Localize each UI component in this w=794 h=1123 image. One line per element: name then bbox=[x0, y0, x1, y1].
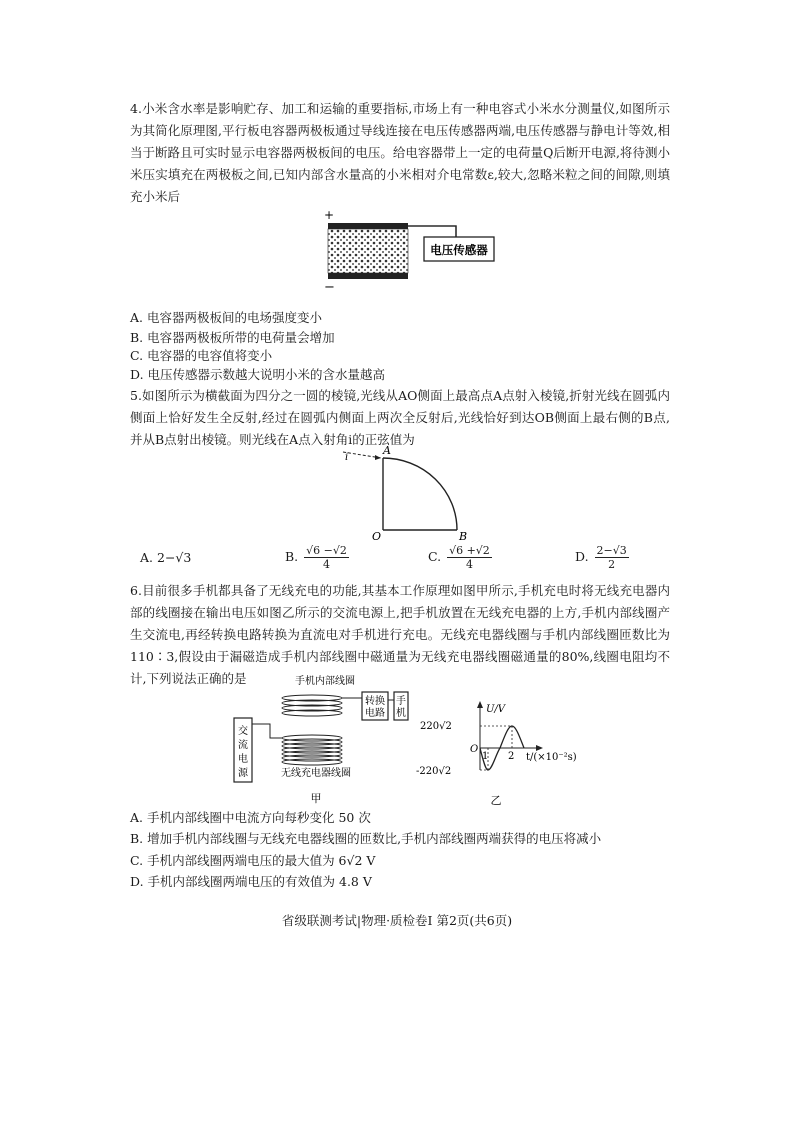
prism-figure bbox=[335, 444, 485, 544]
rice-fill bbox=[328, 229, 408, 273]
page-footer: 省级联测考试|物理·质检卷Ⅰ 第2页(共6页) bbox=[281, 913, 513, 928]
x-axis-label: t/(×10⁻²s) bbox=[526, 752, 577, 763]
ac-label-1: 交 bbox=[238, 726, 248, 737]
point-b-label: B bbox=[459, 530, 468, 543]
q5-option-c[interactable]: C. $\frac{√6 +√2}{4}$ bbox=[428, 544, 490, 571]
phone-coil bbox=[282, 695, 342, 716]
ac-wires bbox=[252, 724, 282, 738]
q5-option-d-fraction: $\frac{2-√3}{2}$ bbox=[596, 544, 627, 571]
converter-label-1: 转换 bbox=[365, 696, 385, 707]
question-4-text: 4.小米含水率是影响贮存、加工和运输的重要指标,市场上有一种电容式小米水分测量仪,如图所示为其简化原理图,平行板电容器两极板通过导线连接在电压传感器两端,电压传感器与静电计等效,相当于断路且可实时显示电容器两极板间的电压。给电容器带上一定的电荷量Q后断开电源,将待测小米压实填充在两极板之间,已知内部含水量高的小米相对介电常数ε,较大,忽略米粒之间的间隙,则填充小米后 bbox=[130, 101, 670, 204]
y-min-label: -220√2 bbox=[416, 766, 452, 777]
q5-option-a[interactable]: A. 2−√3 bbox=[140, 550, 192, 565]
q6-option-a[interactable]: A. 手机内部线圈中电流方向每秒变化 50 次 bbox=[130, 810, 371, 825]
q5-option-d[interactable]: D. $\frac{2-√3}{2}$ bbox=[575, 544, 627, 571]
point-o-label: O bbox=[372, 530, 382, 543]
y-max-label: 220√2 bbox=[420, 721, 452, 732]
y-axis-arrow bbox=[477, 701, 483, 708]
outer-wire bbox=[408, 226, 456, 237]
voltage-waveform-figure bbox=[416, 696, 586, 808]
bottom-plate bbox=[328, 273, 408, 279]
q6-option-c[interactable]: C. 手机内部线圈两端电压的最大值为 6√2 V bbox=[130, 853, 376, 868]
y-axis-label: U/V bbox=[486, 704, 506, 715]
q4-option-c[interactable]: C. 电容器的电容值将变小 bbox=[130, 348, 273, 363]
minus-sign: − bbox=[324, 280, 335, 295]
plus-sign: + bbox=[324, 208, 335, 222]
question-5 bbox=[130, 385, 670, 451]
ac-label-4: 源 bbox=[238, 768, 248, 779]
top-wire bbox=[408, 226, 456, 237]
q5-option-b[interactable]: B. $\frac{√6 -√2}{4}$ bbox=[285, 544, 347, 571]
tick-1-label: 1 bbox=[482, 751, 489, 762]
phone-label-1: 手 bbox=[396, 696, 406, 707]
ac-label-2: 流 bbox=[238, 740, 248, 751]
phone-label-2: 机 bbox=[396, 708, 406, 719]
voltage-sensor-label: 电压传感器 bbox=[430, 243, 488, 257]
point-a-label: A bbox=[383, 444, 391, 457]
question-5-text: 5.如图所示为横截面为四分之一圆的棱镜,光线从AO侧面上最高点A点射入棱镜,折射光线在圆弧内侧面上恰好发生全反射,经过在圆弧内侧面上两次全反射后,光线恰好到达OB侧面上最右侧的B点,并从B点射出棱镜。则光线在A点入射角i的正弦值为 bbox=[130, 388, 670, 447]
ac-label-3: 电 bbox=[238, 754, 248, 765]
charger-coil-label: 无线充电器线圈 bbox=[281, 768, 351, 779]
top-plate bbox=[328, 223, 408, 229]
bottom-wire bbox=[408, 276, 456, 287]
figure-jia-caption: 甲 bbox=[310, 792, 322, 805]
tick-2-label: 2 bbox=[508, 751, 515, 762]
wireless-charger-figure bbox=[230, 672, 410, 807]
angle-i-label: i bbox=[345, 452, 349, 463]
arc-ab bbox=[383, 458, 457, 530]
q5-option-c-fraction: $\frac{√6 +√2}{4}$ bbox=[449, 544, 490, 571]
charger-coil bbox=[282, 735, 342, 765]
question-6-text: 6.目前很多手机都具备了无线充电的功能,其基本工作原理如图甲所示,手机充电时将无线充电器内部的线圈接在输出电压如图乙所示的交流电源上,把手机放置在无线充电器的上方,手机内部线圈产生交流电,再经转换电路转换为直流电对手机进行充电。无线充电器线圈与手机内部线圈匝数比为110∶3,假设由于漏磁造成手机内部线圈中磁通量为无线充电器线圈磁通量的80%,线圈电阻均不计,下列说法正确的是 bbox=[130, 583, 670, 686]
q6-option-b[interactable]: B. 增加手机内部线圈与无线充电器线圈的匝数比,手机内部线圈两端获得的电压将减小 bbox=[130, 831, 602, 846]
q4-option-a[interactable]: A. 电容器两极板间的电场强度变小 bbox=[130, 310, 322, 325]
q6-option-d[interactable]: D. 手机内部线圈两端电压的有效值为 4.8 V bbox=[130, 874, 372, 889]
q5-option-b-fraction: $\frac{√6 -√2}{4}$ bbox=[306, 544, 347, 571]
converter-label-2: 电路 bbox=[365, 708, 385, 719]
q4-option-d[interactable]: D. 电压传感器示数越大说明小米的含水量越高 bbox=[130, 367, 386, 382]
question-4 bbox=[130, 98, 670, 208]
figure-yi-caption: 乙 bbox=[490, 794, 502, 807]
x-axis-arrow bbox=[536, 745, 543, 751]
q4-option-b[interactable]: B. 电容器两极板所带的电荷量会增加 bbox=[130, 330, 335, 345]
capacitor-figure bbox=[318, 205, 498, 295]
phone-coil-label: 手机内部线圈 bbox=[295, 676, 355, 687]
origin-label: O bbox=[470, 744, 479, 755]
